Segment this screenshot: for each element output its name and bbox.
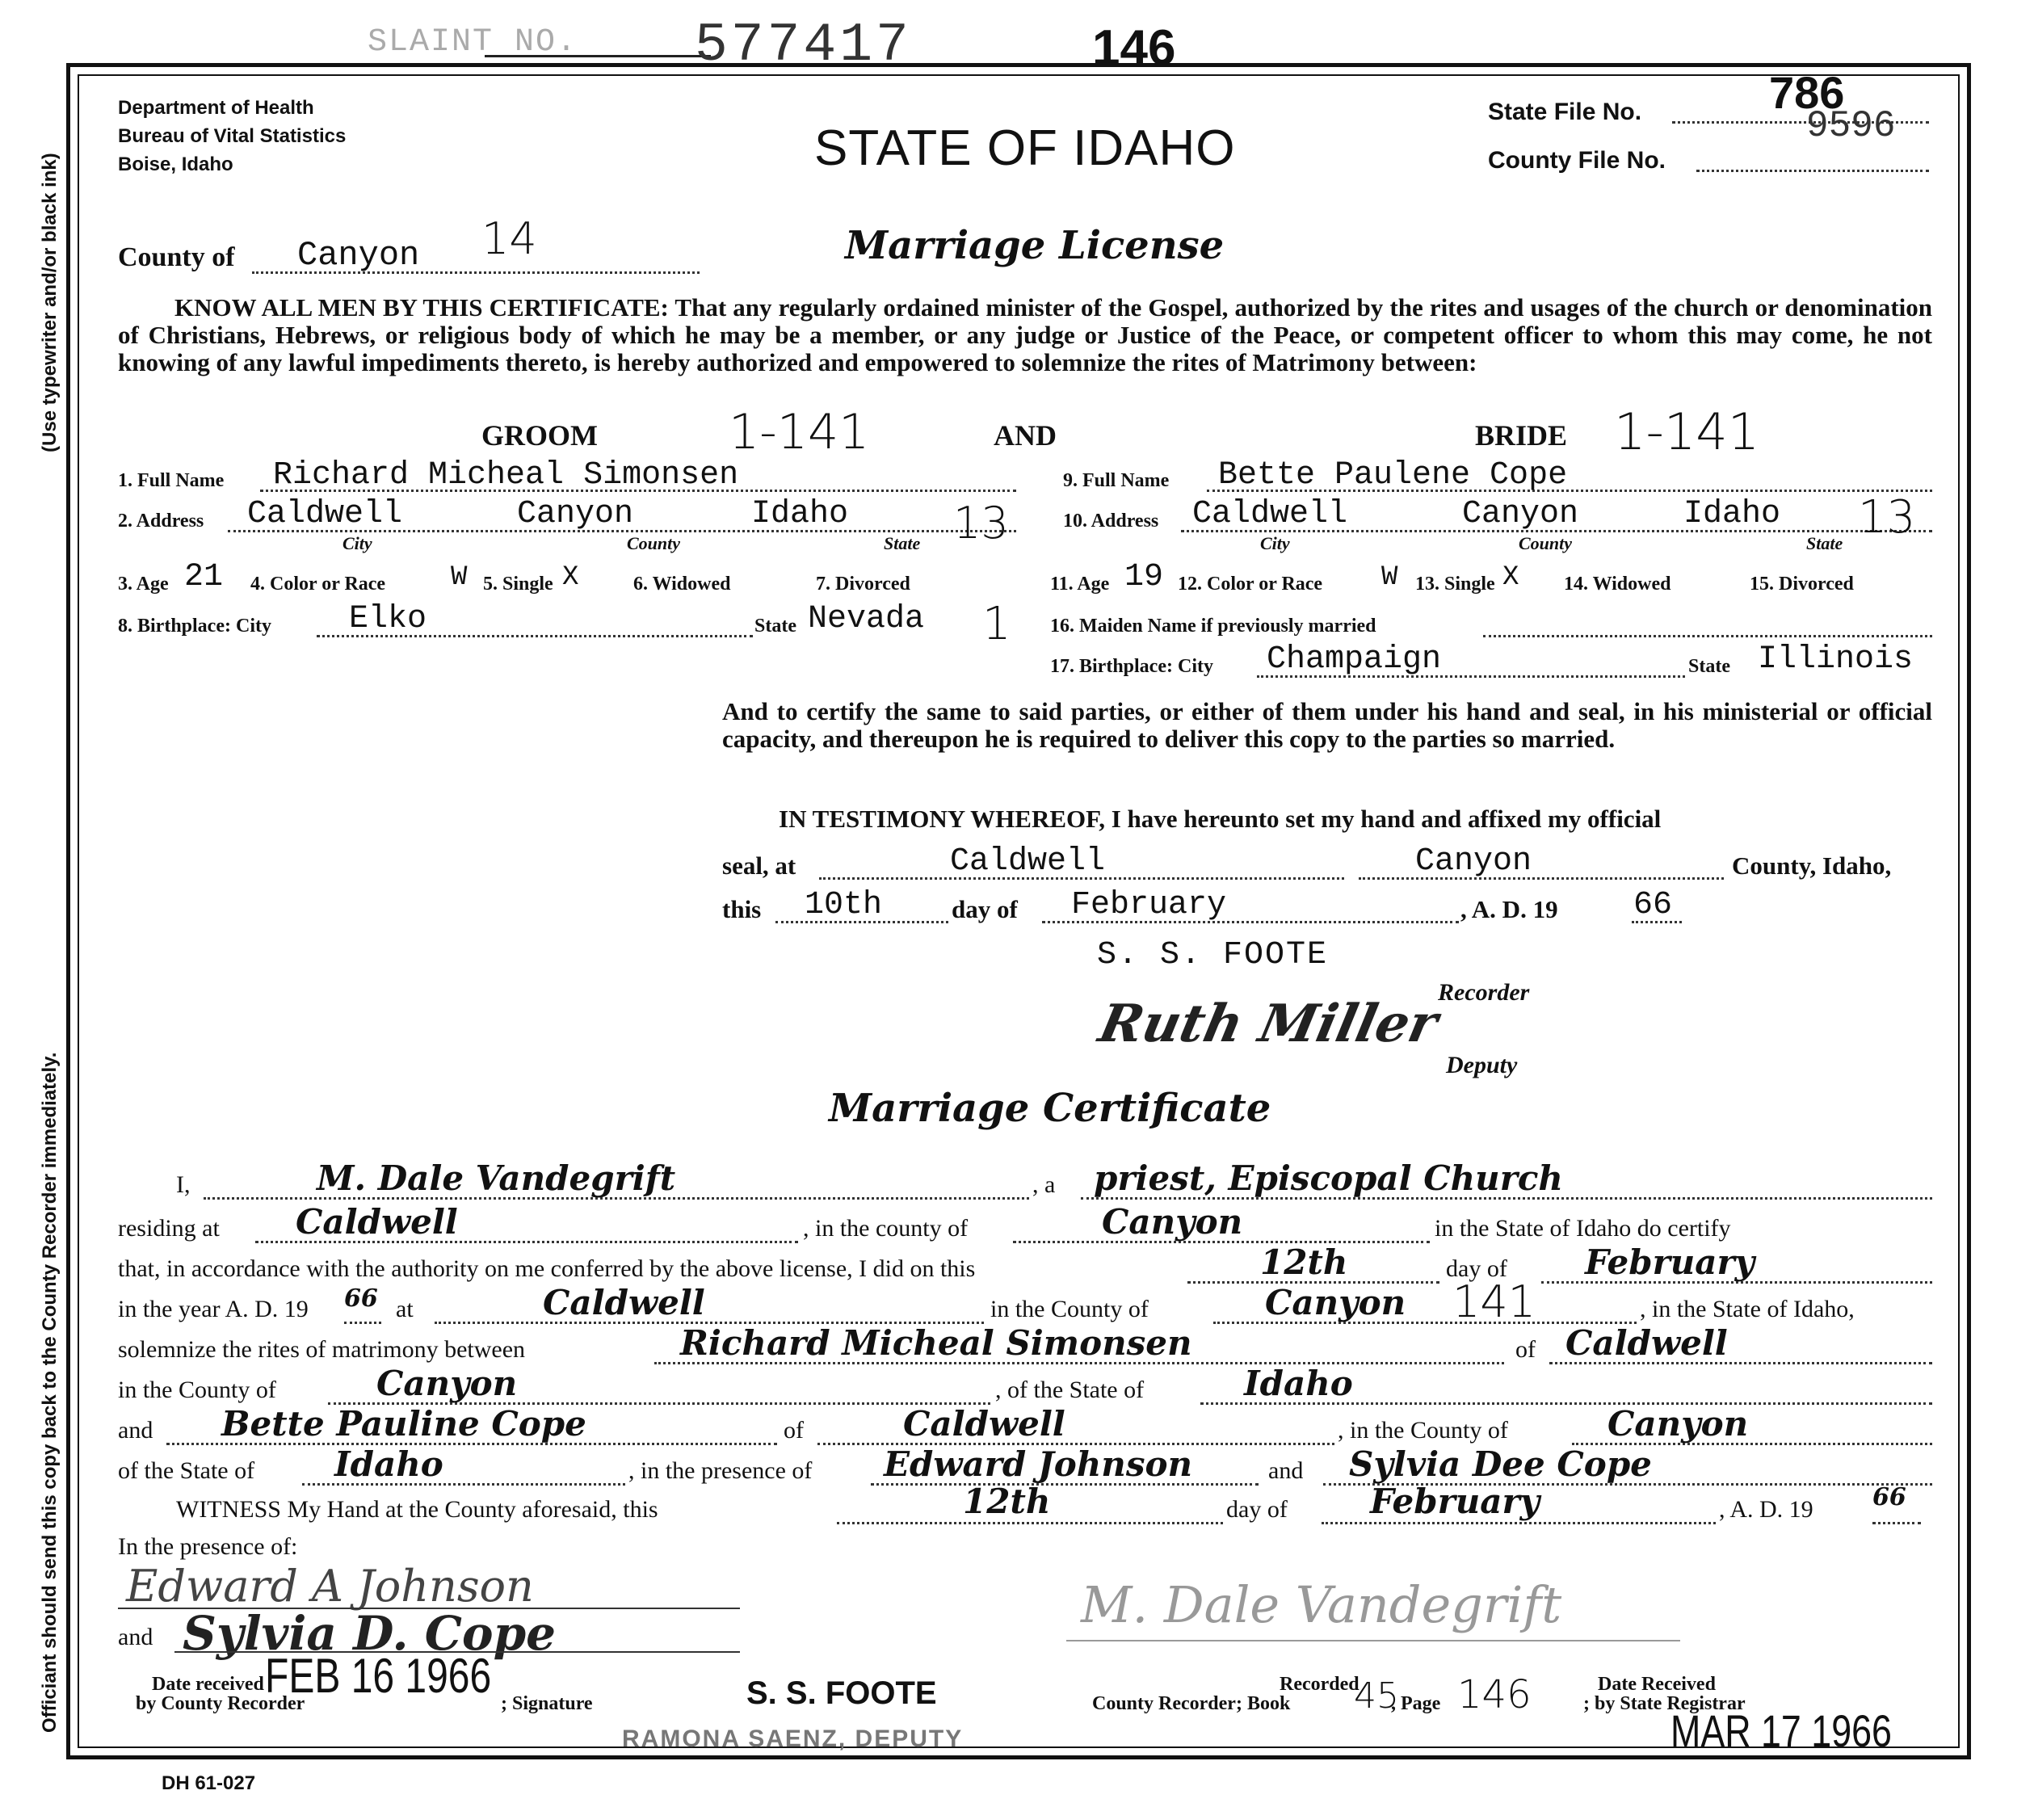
- groom-color: W: [451, 562, 468, 593]
- state-file-overwrite: 786: [1769, 67, 1845, 118]
- cert-state-label: in the State of Idaho do certify: [1435, 1215, 1731, 1242]
- cert-groom-county-label: in the County of: [118, 1377, 276, 1403]
- and-heading: AND: [994, 419, 1057, 452]
- county-file-line: [1696, 170, 1929, 172]
- date-received-label1: Date received: [152, 1674, 264, 1695]
- cert-and2-label: and: [1268, 1457, 1304, 1484]
- cert-bride-county: Canyon: [1607, 1404, 1749, 1444]
- state-received-label2: ; by State Registrar: [1583, 1693, 1746, 1714]
- bride-birth-state: Illinois: [1758, 641, 1914, 678]
- groom-city-caption: City: [343, 533, 372, 553]
- cert-solemnize-label: solemnize the rites of matrimony between: [118, 1336, 526, 1363]
- county-code: 14: [481, 213, 537, 264]
- bride-county: Canyon: [1462, 496, 1579, 532]
- cert-year-line: [344, 1322, 381, 1324]
- recorder-name: S. S. FOOTE: [1097, 937, 1329, 973]
- cert-in-presence-label: In the presence of:: [118, 1533, 298, 1560]
- state-received-value: MAR 17 1966: [1670, 1705, 1892, 1756]
- cert-groom: Richard Micheal Simonsen: [680, 1323, 1192, 1363]
- bride-city: Caldwell: [1192, 496, 1348, 532]
- groom-color-label: 4. Color or Race: [250, 574, 386, 595]
- top-stamp-line: [485, 55, 711, 57]
- date-received-value: FEB 16 1966: [265, 1649, 492, 1703]
- groom-full-name-label: 1. Full Name: [118, 470, 225, 491]
- bride-address-label: 10. Address: [1063, 511, 1159, 532]
- groom-birth-code: 1: [982, 598, 1011, 650]
- cert-officiant: M. Dale Vandegrift: [317, 1158, 676, 1198]
- county-file-label: County File No.: [1488, 147, 1666, 174]
- margin-instruction-send: Officiant should send this copy back to the County Recorder immediately.: [39, 1052, 61, 1733]
- groom-single: X: [562, 562, 579, 593]
- groom-birth-state: Nevada: [808, 601, 925, 637]
- cert-that-text: that, in accordance with the authority on me conferred by the above license, I did on this: [118, 1255, 976, 1282]
- cert-w-day-line: [837, 1522, 1223, 1524]
- cert-county: Canyon: [1102, 1202, 1243, 1242]
- county-recorder-label: County Recorder; Book: [1092, 1693, 1291, 1714]
- bride-color-label: 12. Color or Race: [1178, 574, 1323, 595]
- certify-text: And to certify the same to said parties, or either of them under his hand and seal, in his ministerial or official capacity, and thereupon he is required to deliver this copy to the parties so married.: [722, 697, 1932, 753]
- page-title: STATE OF IDAHO: [814, 120, 1236, 176]
- cert-officiant-title: priest, Episcopal Church: [1094, 1158, 1563, 1198]
- bride-full-name-label: 9. Full Name: [1063, 470, 1170, 491]
- cert-w-ad-label: , A. D. 19: [1719, 1496, 1813, 1523]
- signature-label: ; Signature: [501, 1693, 593, 1714]
- cert-residing-label: residing at: [118, 1215, 220, 1242]
- cert-groom-county: Canyon: [376, 1364, 518, 1403]
- cert-groom-city: Caldwell: [1565, 1323, 1728, 1363]
- bride-heading: BRIDE: [1475, 419, 1568, 452]
- bride-county-caption: County: [1519, 533, 1573, 553]
- cert-month: February: [1585, 1242, 1755, 1282]
- cert-place-county: Canyon: [1265, 1283, 1406, 1322]
- groom-birth-state-label: State: [754, 616, 796, 637]
- testimony-month: February: [1071, 887, 1227, 923]
- county-value: Canyon: [297, 236, 420, 275]
- groom-address-label: 2. Address: [118, 511, 204, 532]
- license-title: Marriage License: [845, 223, 1225, 268]
- top-stamp-number: 577417: [695, 15, 912, 77]
- cert-witness2: Sylvia Dee Cope: [1349, 1444, 1652, 1484]
- county-label: County of: [118, 242, 235, 272]
- testimony-day: 10th: [805, 887, 883, 923]
- cert-and-label: and: [118, 1417, 153, 1444]
- agency-line1: Department of Health: [118, 97, 314, 119]
- groom-address-code: 13: [953, 498, 1009, 549]
- page-label: , Page: [1391, 1693, 1441, 1714]
- cert-w-year-line: [1872, 1522, 1921, 1524]
- cert-w-month-line: [1322, 1522, 1716, 1524]
- recorder-label: Recorder: [1438, 979, 1530, 1006]
- bride-birth-city: Champaign: [1267, 641, 1442, 678]
- groom-heading: GROOM: [481, 419, 598, 452]
- bride-address-code: 13: [1858, 491, 1916, 544]
- top-stamp-page: 146: [1092, 20, 1176, 76]
- cert-bride-city: Caldwell: [903, 1404, 1065, 1444]
- cert-witness-line-label: WITNESS My Hand at the County aforesaid, this: [176, 1496, 658, 1523]
- cert-bride-county-label: , in the County of: [1338, 1417, 1508, 1444]
- cert-and3-label: and: [118, 1624, 153, 1650]
- margin-instruction-ink: (Use typewriter and/or black ink): [39, 153, 61, 452]
- groom-city: Caldwell: [247, 496, 403, 532]
- bride-maiden-label: 16. Maiden Name if previously married: [1050, 616, 1376, 637]
- groom-county: Canyon: [517, 496, 634, 532]
- cert-bride: Bette Pauline Cope: [221, 1404, 586, 1444]
- groom-widowed-label: 6. Widowed: [633, 574, 731, 595]
- cert-sig-witness2: Sylvia D. Cope: [183, 1606, 557, 1661]
- bride-color: W: [1381, 562, 1398, 593]
- seal-county: Canyon: [1415, 843, 1532, 880]
- cert-groom-state: Idaho: [1244, 1364, 1353, 1403]
- cert-in-county-label: in the County of: [990, 1296, 1149, 1322]
- groom-state-caption: State: [884, 533, 921, 553]
- cert-year: 66: [344, 1284, 378, 1313]
- recorded-label: Recorded: [1280, 1674, 1360, 1695]
- this-label: this: [722, 895, 762, 923]
- testimony-line1: IN TESTIMONY WHEREOF, I have hereunto set my hand and affixed my official: [779, 805, 1662, 833]
- bride-code: 1-141: [1614, 402, 1760, 461]
- deputy-label: Deputy: [1446, 1052, 1518, 1078]
- bride-age: 19: [1124, 559, 1164, 595]
- testimony-ad-label: , A. D. 19: [1460, 895, 1558, 923]
- bride-maiden-line: [1483, 635, 1932, 637]
- deputy-stamp: RAMONA SAENZ, DEPUTY: [622, 1725, 964, 1752]
- cert-w-year: 66: [1872, 1483, 1906, 1511]
- cert-witness1: Edward Johnson: [884, 1444, 1193, 1484]
- cert-day-of-label: day of: [1446, 1255, 1507, 1282]
- bride-divorced-label: 15. Divorced: [1750, 574, 1854, 595]
- deputy-signature: Ruth Miller: [1094, 994, 1444, 1054]
- day-of-label: day of: [952, 895, 1018, 923]
- groom-age-label: 3. Age: [118, 574, 169, 595]
- cert-year-label: in the year A. D. 19: [118, 1296, 309, 1322]
- cert-w-day-of-label: day of: [1226, 1496, 1288, 1523]
- cert-w-month: February: [1370, 1482, 1540, 1521]
- cert-i-label: I,: [176, 1171, 191, 1198]
- cert-place: Caldwell: [543, 1283, 705, 1322]
- cert-sig-witness1: Edward A Johnson: [126, 1561, 534, 1612]
- groom-divorced-label: 7. Divorced: [816, 574, 910, 595]
- cert-presence-label: , in the presence of: [628, 1457, 813, 1484]
- groom-county-caption: County: [627, 533, 681, 553]
- bride-single-label: 13. Single: [1415, 574, 1495, 595]
- certificate-title: Marriage Certificate: [829, 1086, 1271, 1131]
- groom-code: 1-141: [729, 404, 870, 460]
- cert-bride-state-label: of the State of: [118, 1457, 255, 1484]
- testimony-year: 66: [1633, 887, 1673, 923]
- bride-single: X: [1502, 562, 1519, 593]
- cert-at-label: at: [396, 1296, 414, 1322]
- date-received-label2: by County Recorder: [136, 1693, 305, 1714]
- cert-of2-label: of: [784, 1417, 804, 1444]
- seal-city: Caldwell: [950, 843, 1106, 880]
- groom-single-label: 5. Single: [483, 574, 553, 595]
- cert-officiant-sig-line: [1066, 1640, 1680, 1641]
- seal-county-line: [1359, 877, 1724, 880]
- seal-at-label: seal, at: [722, 851, 796, 880]
- state-received-label1: Date Received: [1598, 1674, 1716, 1695]
- cert-w-day: 12th: [963, 1482, 1051, 1521]
- bride-full-name: Bette Paulene Cope: [1218, 457, 1568, 494]
- cert-a-label: , a: [1032, 1171, 1056, 1198]
- bride-city-caption: City: [1260, 533, 1290, 553]
- bride-birth-label: 17. Birthplace: City: [1050, 656, 1213, 677]
- cert-officiant-signature: M. Dale Vandegrift: [1081, 1575, 1562, 1634]
- agency-line2: Bureau of Vital Statistics: [118, 125, 347, 147]
- bride-age-label: 11. Age: [1050, 574, 1110, 595]
- book-value: 45: [1354, 1675, 1399, 1717]
- groom-state: Idaho: [751, 496, 849, 532]
- agency-line3: Boise, Idaho: [118, 153, 233, 175]
- cert-county-label: , in the county of: [803, 1215, 969, 1242]
- cert-in-state-label: , in the State of Idaho,: [1640, 1296, 1855, 1322]
- groom-birth-label: 8. Birthplace: City: [118, 616, 271, 637]
- cert-day: 12th: [1260, 1242, 1348, 1282]
- bride-birth-state-label: State: [1688, 656, 1730, 677]
- top-stamp-prefix: SLAINT NO.: [368, 24, 578, 61]
- bride-state: Idaho: [1683, 496, 1781, 532]
- bride-state-caption: State: [1806, 533, 1843, 553]
- county-idaho-label: County, Idaho,: [1732, 851, 1892, 880]
- intro-text: KNOW ALL MEN BY THIS CERTIFICATE: That any regularly ordained minister of the Gospel, authorized by the rites and usages of the church or denomination of Christians, Hebrews, or religious body of which he may be a member, or any judge or Justice of the Peace, or competent officer to whom this may come, he not knowing of any lawful impediments thereto, is hereby authorized and empowered to solemnize the rites of Matrimony between:: [118, 293, 1932, 376]
- groom-age: 21: [184, 559, 224, 595]
- cert-groom-state-label: , of the State of: [995, 1377, 1145, 1403]
- cert-residence: Caldwell: [296, 1202, 458, 1242]
- cert-place-code: 141: [1452, 1276, 1536, 1327]
- groom-birth-city: Elko: [349, 601, 427, 637]
- cert-of-label: of: [1515, 1336, 1536, 1363]
- form-number: DH 61-027: [162, 1772, 256, 1794]
- signature-value: S. S. FOOTE: [746, 1675, 937, 1711]
- state-file-value: 9596: [1806, 105, 1896, 147]
- page-value: 146: [1457, 1672, 1532, 1717]
- bride-widowed-label: 14. Widowed: [1564, 574, 1671, 595]
- cert-bride-state: Idaho: [334, 1444, 443, 1484]
- groom-full-name: Richard Micheal Simonsen: [273, 457, 739, 494]
- state-file-label: State File No.: [1488, 99, 1642, 125]
